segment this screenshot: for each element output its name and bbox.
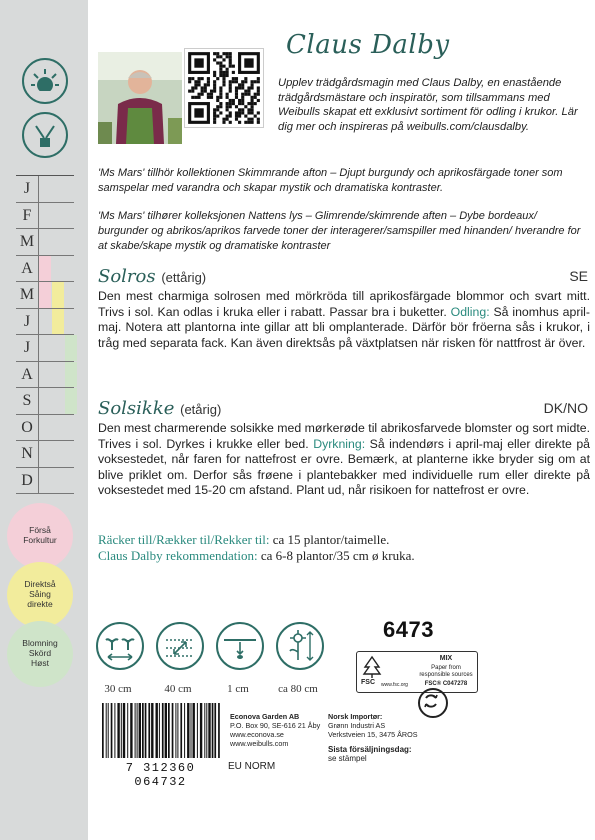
legend-label: Blomning [22, 638, 58, 649]
best-before-label: Sista försäljningsdag: [328, 745, 412, 754]
calendar-month-row [16, 362, 74, 389]
yield-label: Räcker till/Rækker til/Rekker til: [98, 532, 270, 547]
cut-flower-icon [22, 112, 68, 158]
claus-dalby-photo [98, 52, 182, 144]
best-before-value: se stämpel [328, 754, 367, 763]
collection-text-dk-no: 'Ms Mars' tilhører kolleksjonen Nattens lys – Glimrende/skimrende aften – Dybe bordeaux/ burgunder og abrikos/aprikos farvede toner der interagerer/samspiller med hinanden/ hverandre for at skabe/skape mystik og dramatiske kontraster [98, 210, 581, 252]
intro-text: Upplev trädgårdsmagin med Claus Dalby, en enastående trädgårdsmästare och inspiratör, som tillsammans med Weibulls skapat ett exklusivt sortiment för odling i krukor. Lär dig mer och inspireras på weibulls.com/clausdalby. [278, 77, 578, 133]
row-spacing-icon [156, 622, 204, 670]
calendar-month-row [16, 229, 74, 256]
sowing-depth-icon [216, 622, 264, 670]
variety-name: Solros [98, 266, 156, 287]
legend-label: Høst [31, 657, 49, 668]
month-letter: J [16, 335, 39, 361]
month-letter: O [16, 415, 39, 441]
producer-web[interactable]: www.econova.se [230, 730, 284, 739]
qr-code[interactable] [184, 48, 264, 128]
fsc-www: www.fsc.org [381, 682, 408, 688]
fsc-label [356, 651, 478, 693]
claus-dalby-signature: Claus Dalby [286, 30, 450, 60]
calendar-month-row [16, 468, 74, 495]
fsc-tree-icon [361, 655, 383, 679]
calendar-month-row [16, 256, 74, 283]
description-dk [98, 421, 590, 499]
month-letter: M [16, 229, 39, 255]
plant-spacing-value: 30 cm [104, 683, 132, 695]
sowing-depth-value: 1 cm [227, 683, 249, 695]
importer-label: Norsk Importør: [328, 712, 383, 721]
description-sv [98, 289, 590, 351]
producer-web-2[interactable]: www.weibulls.com [230, 739, 289, 748]
variety-type: (ettårig) [161, 270, 207, 285]
sow-indoor-bar [39, 256, 51, 282]
variety-type: (etårig) [180, 402, 222, 417]
importer-street: Verkstveien 15, 3475 ÅROS [328, 730, 418, 739]
importer-name: Grønn Industri AS [328, 721, 386, 730]
variety-title-sv [98, 266, 588, 287]
bloom-bar [65, 335, 77, 361]
calendar-month-row [16, 388, 74, 415]
month-letter: A [16, 256, 39, 282]
bloom-bar [65, 362, 77, 388]
legend-label: Direktså [24, 579, 56, 590]
description-text: Den mest charmiga solrosen med mörkröda till aprikosfärgade blommor och svart mitt. Trivs i sol. Kan odlas i kruka eller i rabatt. Passar bra i buketter. [98, 289, 590, 319]
description-text: Den mest charmerende solsikke med mørkerøde til abrikosfarvede blomster og sort midte. Trives i sol. Dyrkes i krukke eller bed. [98, 421, 590, 451]
recommendation-value: ca 6-8 plantor/35 cm ø kruka. [260, 548, 415, 563]
barcode-number: 7 312360 064732 [125, 761, 196, 789]
legend-circle [7, 503, 73, 569]
month-letter: A [16, 362, 39, 388]
plant-height-icon [276, 622, 324, 670]
importer-address [328, 712, 418, 739]
collection-text-sv: 'Ms Mars' tillhör kollektionen Skimmrande afton – Djupt burgundy och aprikosfärgade toner som samspelar med varandra och skapar mystik och dramatiska kontraster. [98, 167, 563, 194]
row-spacing-value: 40 cm [164, 683, 192, 695]
calendar-month-row [16, 309, 74, 336]
calendar-month-row [16, 415, 74, 442]
best-before [328, 745, 412, 763]
month-letter: F [16, 203, 39, 229]
legend-label: Skörd [28, 648, 52, 659]
bloom-bar [65, 388, 77, 414]
barcode [98, 703, 223, 758]
fsc-paper: Paper from [431, 665, 461, 671]
month-letter: J [16, 176, 39, 202]
producer-name: Econova Garden AB [230, 712, 300, 721]
calendar-month-row [16, 282, 74, 309]
variety-title-dk [98, 398, 588, 419]
yield-line [98, 532, 588, 548]
cultivation-label: Odling: [450, 304, 490, 319]
cultivation-label: Dyrkning: [313, 436, 366, 451]
sow-indoor-bar [39, 282, 51, 308]
legend-label: Såing [29, 589, 51, 600]
fsc-logo-text: FSC [361, 679, 375, 686]
legend-circle [7, 621, 73, 687]
month-letter: J [16, 309, 39, 335]
sidebar [0, 0, 88, 840]
article-number: 6473 [383, 617, 434, 642]
plant-height-value: ca 80 cm [278, 683, 318, 695]
calendar-month-row [16, 176, 74, 203]
main-content [88, 0, 595, 840]
month-letter: S [16, 388, 39, 414]
calendar-month-row [16, 335, 74, 362]
legend-label: Förså [29, 525, 51, 536]
sow-direct-bar [52, 309, 64, 335]
sowing-calendar [16, 175, 74, 494]
plant-spacing-icon [96, 622, 144, 670]
recommendation-label: Claus Dalby rekommendation: [98, 548, 258, 563]
eu-norm: EU NORM [228, 761, 276, 772]
recycle-icon [418, 688, 448, 718]
legend-circle [7, 562, 73, 628]
month-letter: D [16, 468, 39, 494]
cultivation-text: Så indendørs i april-maj eller direkte på voksestedet, når faren for nattefrost er ovre. Bemærk, at planterne ikke bryder sig om at blive priklet om. Derfor sås frøene i plantebakker med individuelle rum eller direkte på voksestedet med 15-20 cm afstand. Plant ud, når risikoen for nattefrost er ovre. [98, 436, 590, 498]
cultivation-text: Så inomhus april-maj. Notera att plantorna inte gillar att bli omplanterade. Därför bör fröerna sås i krukor, i tråg med separata fack. Kan även direktsås på växtplatsen när risken för nattfrost är över. [98, 304, 590, 350]
month-letter: M [16, 282, 39, 308]
sun-icon [22, 58, 68, 104]
fsc-mix: MIX [439, 655, 453, 662]
month-letter: N [16, 441, 39, 467]
producer-address [230, 712, 320, 748]
calendar-month-row [16, 203, 74, 230]
legend-label: Forkultur [23, 535, 57, 545]
calendar-month-row [16, 441, 74, 468]
recommendation-line [98, 548, 588, 564]
fsc-paper-2: responsible sources [419, 672, 473, 678]
variety-name: Solsikke [98, 398, 175, 419]
fsc-code: FSC® C047278 [424, 681, 468, 687]
yield-value: ca 15 plantor/taimelle. [272, 532, 390, 547]
language-code: DK/NO [543, 400, 588, 416]
sow-direct-bar [52, 282, 64, 308]
language-code: SE [569, 268, 588, 284]
producer-box: P.O. Box 90, SE-616 21 Åby [230, 721, 321, 730]
legend-label: direkte [27, 598, 53, 609]
